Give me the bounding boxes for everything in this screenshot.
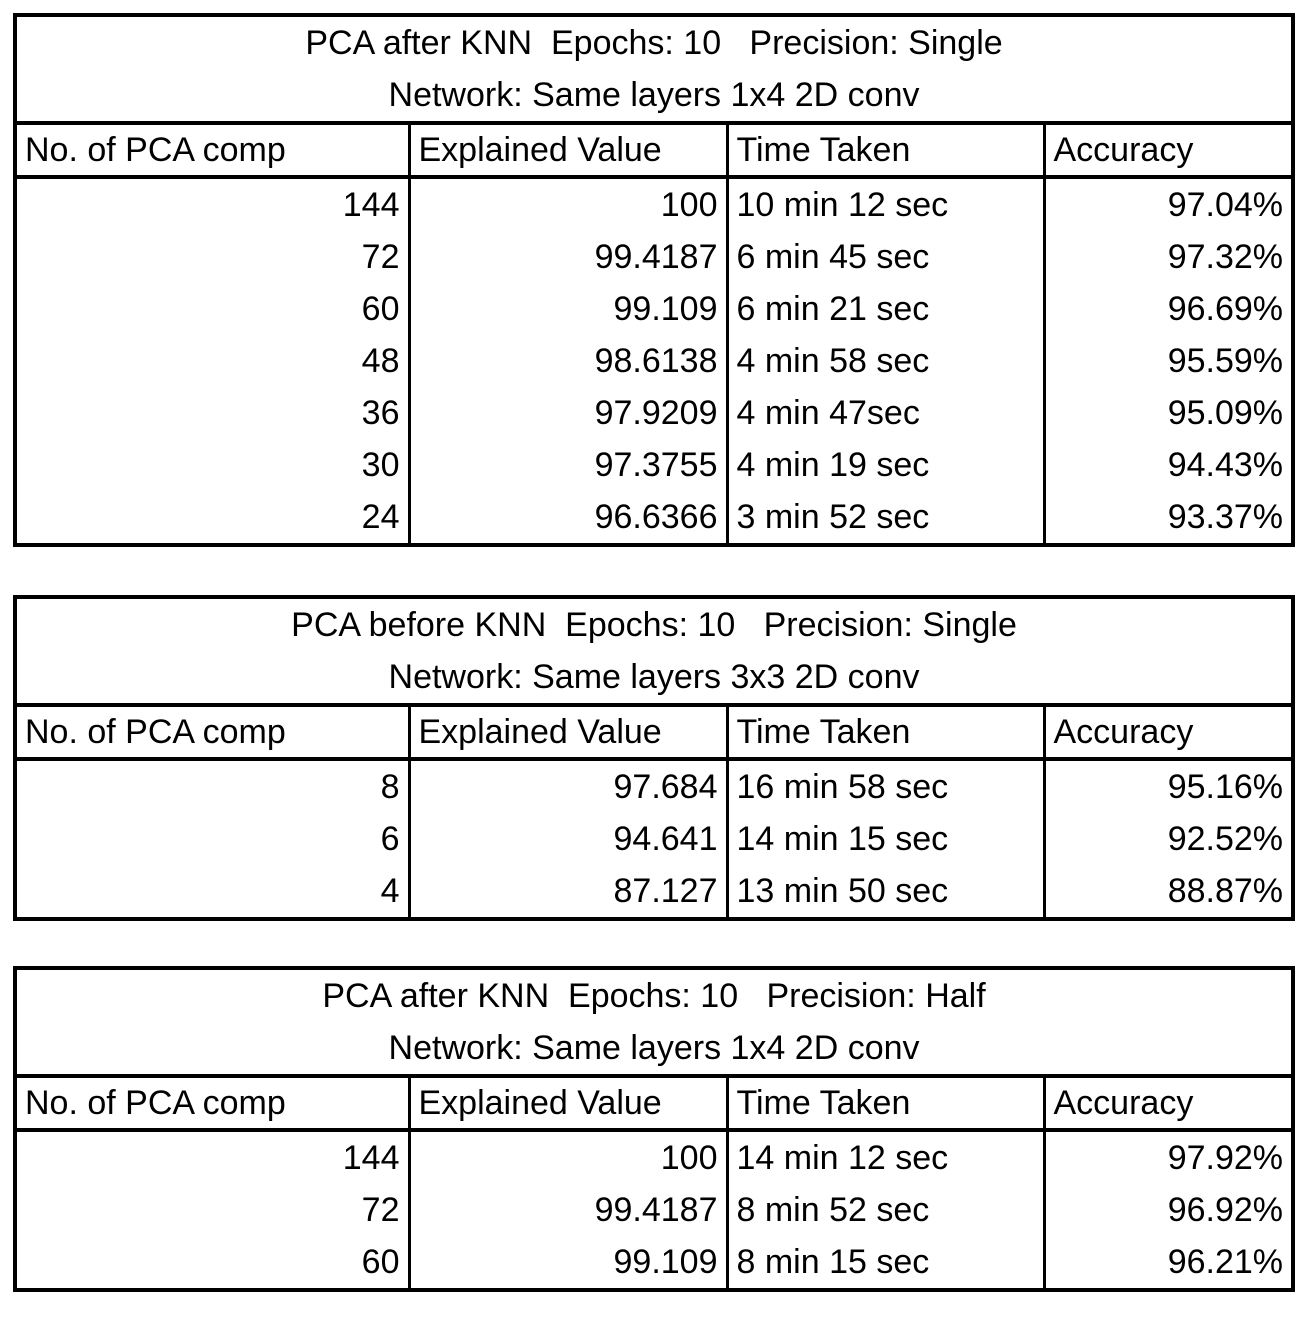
table-row xyxy=(15,491,1293,545)
table-title-row xyxy=(15,597,1293,705)
pca-comp-cell: 6 xyxy=(380,819,400,858)
column-header-explained-value: Explained Value xyxy=(409,705,727,759)
explained-value-cell: 100 xyxy=(409,1130,727,1184)
table-row xyxy=(15,335,1293,387)
column-header-pca-comp: No. of PCA comp xyxy=(15,705,409,759)
explained-value-cell: 97.684 xyxy=(409,759,727,813)
explained-value-cell: 97.9209 xyxy=(409,387,727,439)
table-title-line-1: PCA after KNN Epochs: 10 Precision: Single xyxy=(305,24,1003,62)
accuracy-cell: 94.43% xyxy=(1044,439,1293,491)
accuracy-cell: 96.21% xyxy=(1044,1236,1293,1290)
table-title-line-1: PCA before KNN Epochs: 10 Precision: Single xyxy=(291,606,1017,644)
pca-comp-cell: 30 xyxy=(361,445,400,484)
accuracy-cell: 97.04% xyxy=(1044,177,1293,231)
accuracy-cell: 96.92% xyxy=(1044,1184,1293,1236)
table-row xyxy=(15,387,1293,439)
accuracy-cell: 97.92% xyxy=(1044,1130,1293,1184)
accuracy-cell: 95.16% xyxy=(1044,759,1293,813)
time-taken-cell: 4 min 19 sec xyxy=(727,439,1044,491)
table-title-row xyxy=(15,968,1293,1076)
time-taken-cell: 10 min 12 sec xyxy=(727,177,1044,231)
explained-value-cell: 100 xyxy=(409,177,727,231)
table-row xyxy=(15,1184,1293,1236)
pca-comp-cell: 144 xyxy=(342,185,400,224)
pca-comp-cell: 144 xyxy=(342,1138,400,1177)
time-taken-cell: 4 min 58 sec xyxy=(727,335,1044,387)
explained-value-cell: 99.4187 xyxy=(409,231,727,283)
accuracy-cell: 97.32% xyxy=(1044,231,1293,283)
table-header-row xyxy=(15,1076,1293,1130)
column-header-explained-value: Explained Value xyxy=(409,1076,727,1130)
pca-comp-cell: 60 xyxy=(361,1242,400,1281)
time-taken-cell: 4 min 47sec xyxy=(727,387,1044,439)
column-header-explained-value: Explained Value xyxy=(409,123,727,177)
accuracy-cell: 92.52% xyxy=(1044,813,1293,865)
pca-comp-cell: 8 xyxy=(380,767,400,806)
explained-value-cell: 99.109 xyxy=(409,283,727,335)
table-title xyxy=(15,15,1293,123)
table-row xyxy=(15,283,1293,335)
column-header-time-taken: Time Taken xyxy=(727,1076,1044,1130)
results-table-pca-after-knn-single xyxy=(13,13,1295,547)
time-taken-cell: 13 min 50 sec xyxy=(727,865,1044,919)
column-header-accuracy: Accuracy xyxy=(1044,1076,1293,1130)
accuracy-cell: 95.59% xyxy=(1044,335,1293,387)
pca-comp-cell: 4 xyxy=(380,871,400,910)
time-taken-cell: 3 min 52 sec xyxy=(727,491,1044,545)
table-row xyxy=(15,1130,1293,1184)
table-row xyxy=(15,813,1293,865)
time-taken-cell: 14 min 12 sec xyxy=(727,1130,1044,1184)
accuracy-cell: 95.09% xyxy=(1044,387,1293,439)
results-table-pca-before-knn-single xyxy=(13,595,1295,921)
explained-value-cell: 99.109 xyxy=(409,1236,727,1290)
explained-value-cell: 96.6366 xyxy=(409,491,727,545)
pca-comp-cell: 60 xyxy=(361,289,400,328)
pca-comp-cell: 48 xyxy=(361,341,400,380)
explained-value-cell: 98.6138 xyxy=(409,335,727,387)
column-header-time-taken: Time Taken xyxy=(727,123,1044,177)
explained-value-cell: 87.127 xyxy=(409,865,727,919)
table-header-row xyxy=(15,705,1293,759)
pca-comp-cell: 24 xyxy=(361,497,400,536)
accuracy-cell: 96.69% xyxy=(1044,283,1293,335)
time-taken-cell: 14 min 15 sec xyxy=(727,813,1044,865)
explained-value-cell: 94.641 xyxy=(409,813,727,865)
time-taken-cell: 6 min 45 sec xyxy=(727,231,1044,283)
table-title-row xyxy=(15,15,1293,123)
table-row xyxy=(15,759,1293,813)
table-row xyxy=(15,177,1293,231)
column-header-pca-comp: No. of PCA comp xyxy=(15,123,409,177)
explained-value-cell: 97.3755 xyxy=(409,439,727,491)
explained-value-cell: 99.4187 xyxy=(409,1184,727,1236)
accuracy-cell: 93.37% xyxy=(1044,491,1293,545)
accuracy-cell: 88.87% xyxy=(1044,865,1293,919)
pca-comp-cell: 36 xyxy=(361,393,400,432)
table-title-line-2: Network: Same layers 1x4 2D conv xyxy=(388,76,920,114)
table-title xyxy=(15,968,1293,1076)
table-title-line-2: Network: Same layers 1x4 2D conv xyxy=(388,1029,920,1067)
table-row xyxy=(15,1236,1293,1290)
table-row xyxy=(15,231,1293,283)
time-taken-cell: 6 min 21 sec xyxy=(727,283,1044,335)
pca-comp-cell: 72 xyxy=(361,1190,400,1229)
results-table-pca-after-knn-half xyxy=(13,966,1295,1292)
table-title xyxy=(15,597,1293,705)
time-taken-cell: 8 min 52 sec xyxy=(727,1184,1044,1236)
table-title-line-1: PCA after KNN Epochs: 10 Precision: Half xyxy=(322,977,986,1015)
time-taken-cell: 16 min 58 sec xyxy=(727,759,1044,813)
column-header-accuracy: Accuracy xyxy=(1044,705,1293,759)
column-header-time-taken: Time Taken xyxy=(727,705,1044,759)
table-title-line-2: Network: Same layers 3x3 2D conv xyxy=(388,658,920,696)
pca-comp-cell: 72 xyxy=(361,237,400,276)
time-taken-cell: 8 min 15 sec xyxy=(727,1236,1044,1290)
table-row xyxy=(15,439,1293,491)
column-header-pca-comp: No. of PCA comp xyxy=(15,1076,409,1130)
table-row xyxy=(15,865,1293,919)
table-header-row xyxy=(15,123,1293,177)
column-header-accuracy: Accuracy xyxy=(1044,123,1293,177)
